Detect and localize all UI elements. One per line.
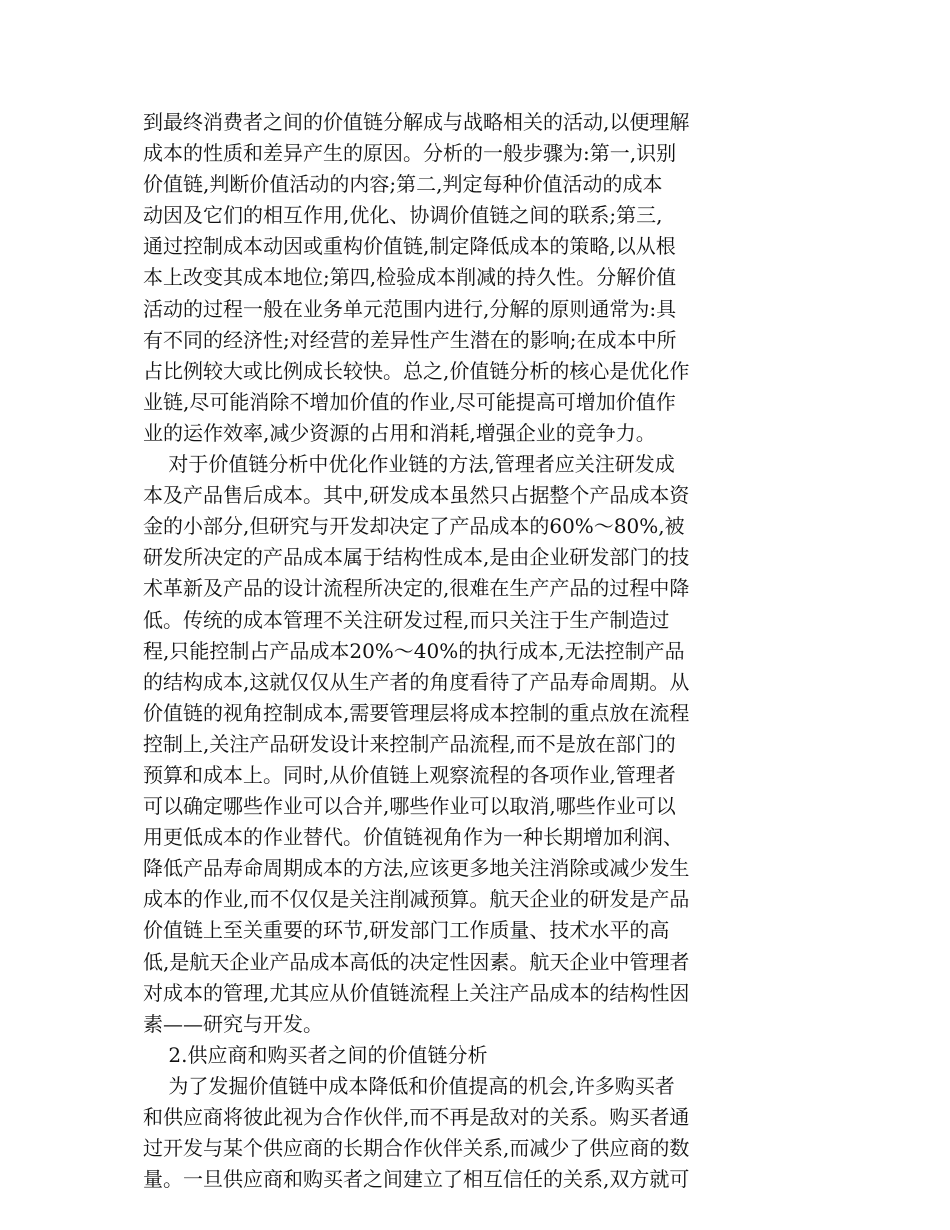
text-line: 低,是航天企业产品成本高低的决定性因素。航天企业中管理者 (143, 949, 690, 974)
text-line: 到最终消费者之间的价值链分解成与战略相关的活动,以便理解 (143, 110, 690, 134)
text-line: 通过控制成本动因或重构价值链,制定降低成本的策略,以从根 (143, 234, 676, 259)
text-line: 价值链上至关重要的环节,研发部门工作质量、技术水平的高 (143, 918, 670, 943)
text-line: 降低产品寿命周期成本的方法,应该更多地关注消除或减少发生 (143, 856, 690, 881)
text-line: 业的运作效率,减少资源的占用和消耗,增强企业的竞争力。 (143, 420, 656, 445)
text-line: 用更低成本的作业替代。价值链视角作为一种长期增加利润、 (143, 825, 683, 850)
text-line: 的结构成本,这就仅仅从生产者的角度看待了产品寿命周期。从 (143, 669, 690, 694)
text-line: 本上改变其成本地位;第四,检验成本削减的持久性。分解价值 (143, 265, 677, 290)
text-line: 过开发与某个供应商的长期合作伙伴关系,而减少了供应商的数 (143, 1136, 690, 1161)
text-line: 金的小部分,但研究与开发却决定了产品成本的60%～80%,被 (143, 514, 685, 539)
text-line: 量。一旦供应商和购买者之间建立了相互信任的关系,双方就可 (143, 1167, 690, 1192)
text-line: 占比例较大或比例成长较快。总之,价值链分析的核心是优化作 (143, 358, 690, 383)
text-line: 动因及它们的相互作用,优化、协调价值链之间的联系;第三, (143, 203, 663, 228)
text-line: 程,只能控制占产品成本20%～40%的执行成本,无法控制产品 (143, 638, 685, 663)
text-line: 成本的性质和差异产生的原因。分析的一般步骤为:第一,识别 (143, 141, 677, 166)
text-line: 可以确定哪些作业可以合并,哪些作业可以取消,哪些作业可以 (143, 794, 676, 819)
text-line: 对成本的管理,尤其应从价值链流程上关注产品成本的结构性因 (143, 980, 690, 1005)
text-line: 预算和成本上。同时,从价值链上观察流程的各项作业,管理者 (143, 762, 676, 787)
text-line: 素——研究与开发。 (143, 1011, 323, 1036)
text-line: 业链,尽可能消除不增加价值的作业,尽可能提高可增加价值作 (143, 389, 676, 414)
text-line: 低。传统的成本管理不关注研发过程,而只关注于生产制造过 (143, 607, 670, 632)
text-line: 活动的过程一般在业务单元范围内进行,分解的原则通常为:具 (143, 296, 677, 321)
document-text-block (143, 107, 743, 1195)
text-line: 成本的作业,而不仅仅是关注削减预算。航天企业的研发是产品 (143, 887, 690, 912)
text-line: 术革新及产品的设计流程所决定的,很难在生产产品的过程中降 (143, 576, 690, 601)
section-heading: 2.供应商和购买者之间的价值链分析 (143, 1042, 488, 1067)
text-line: 和供应商将彼此视为合作伙伴,而不再是敌对的关系。购买者通 (143, 1105, 690, 1129)
paragraph-start-line: 为了发掘价值链中成本降低和价值提高的机会,许多购买者 (143, 1073, 675, 1098)
text-line: 本及产品售后成本。其中,研发成本虽然只占据整个产品成本资 (143, 483, 690, 508)
text-line: 控制上,关注产品研发设计来控制产品流程,而不是放在部门的 (143, 731, 676, 756)
text-line: 价值链,判断价值活动的内容;第二,判定每种价值活动的成本 (143, 172, 663, 197)
paragraph-start-line: 对于价值链分析中优化作业链的方法,管理者应关注研发成 (143, 452, 675, 477)
text-line: 研发所决定的产品成本属于结构性成本,是由企业研发部门的技 (143, 545, 690, 570)
text-line: 有不同的经济性;对经营的差异性产生潜在的影响;在成本中所 (143, 327, 677, 352)
text-line: 价值链的视角控制成本,需要管理层将成本控制的重点放在流程 (143, 700, 690, 725)
